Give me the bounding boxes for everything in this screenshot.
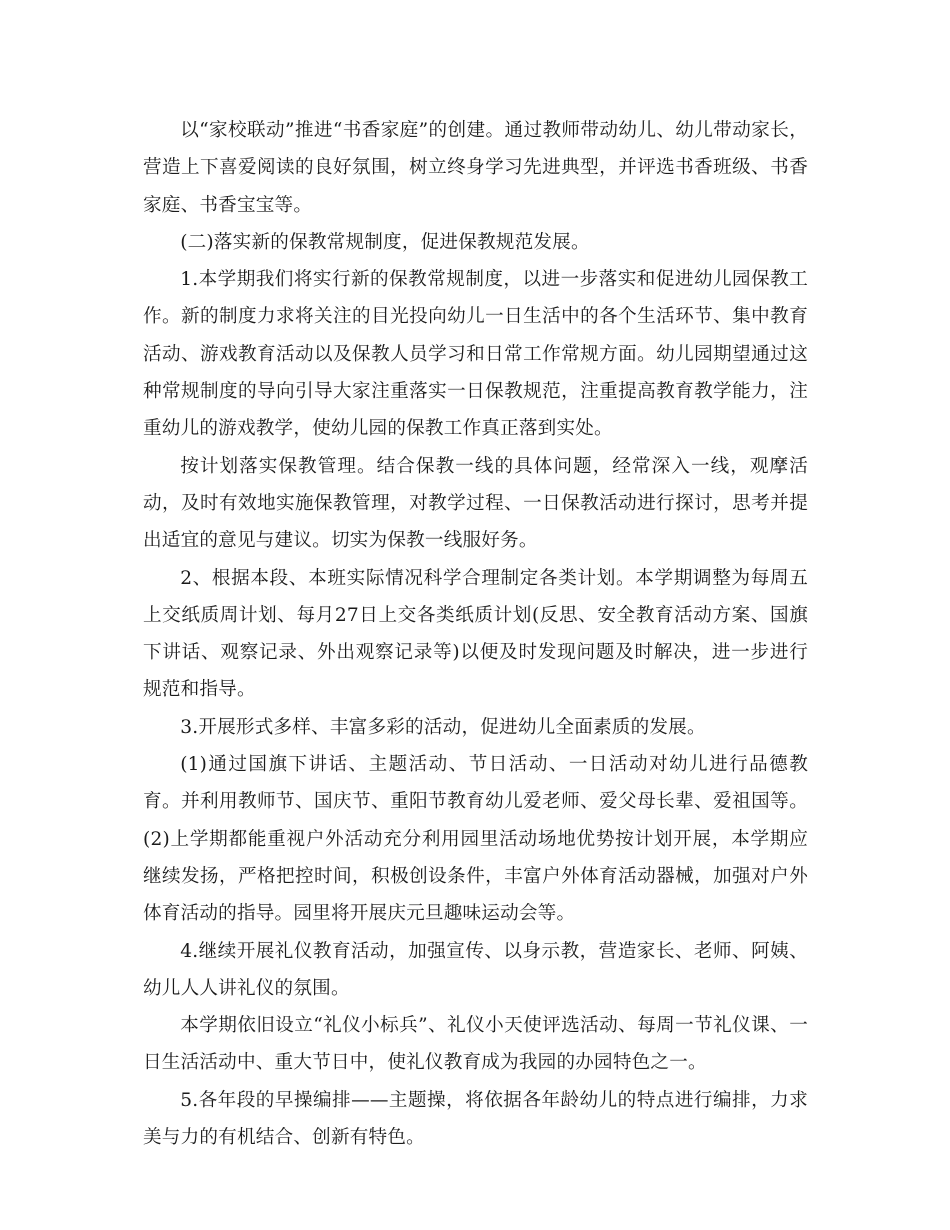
paragraph-item-2-plans: 2、根据本段、本班实际情况科学合理制定各类计划。本学期调整为每周五上交纸质周计划、每月27日上交各类纸质计划(反思、安全教育活动方案、国旗下讲话、观察记录、外出观察记录等)以便及时发现问题及时解决，进一步进行规范和指导。 bbox=[143, 567, 808, 701]
paragraph-care-management: 按计划落实保教管理。结合保教一线的具体问题，经常深入一线，观摩活动，及时有效地实施保教管理，对教学过程、一日保教活动进行探讨，思考并提出适宜的意见与建议。切实为保教一线服好务。 bbox=[143, 455, 808, 552]
paragraph-item-1-care-system: 1.本学期我们将实行新的保教常规制度，以进一步落实和促进幼儿园保教工作。新的制度力求将关注的目光投向幼儿一日生活中的各个生活环节、集中教育活动、游戏教育活动以及保教人员学习和日常工作常规方面。幼儿园期望通过这种常规制度的导向引导大家注重落实一日保教规范，注重提高教育教学能力，注重幼儿的游戏教学，使幼儿园的保教工作真正落到实处。 bbox=[143, 269, 808, 440]
document-body bbox=[143, 112, 808, 1156]
paragraph-reading-families: 以“家校联动”推进“书香家庭”的创建。通过教师带动幼儿、幼儿带动家长，营造上下喜爱阅读的良好氛围，树立终身学习先进典型，并评选书香班级、书香家庭、书香宝宝等。 bbox=[143, 120, 808, 216]
paragraph-etiquette-activities: 本学期依旧设立“礼仪小标兵”、礼仪小天使评选活动、每周一节礼仪课、一日生活活动中、重大节日中，使礼仪教育成为我园的办园特色之一。 bbox=[143, 1015, 808, 1074]
paragraph-item-4-etiquette: 4.继续开展礼仪教育活动，加强宣传、以身示教，营造家长、老师、阿姨、幼儿人人讲礼仪的氛围。 bbox=[143, 940, 808, 999]
paragraph-section-2-heading: (二)落实新的保教常规制度，促进保教规范发展。 bbox=[180, 231, 590, 253]
paragraph-item-3-activities: 3.开展形式多样、丰富多彩的活动，促进幼儿全面素质的发展。 bbox=[180, 716, 706, 738]
paragraph-item-5-morning-exercise: 5.各年段的早操编排——主题操，将依据各年龄幼儿的特点进行编排，力求美与力的有机结合、创新有特色。 bbox=[143, 1089, 808, 1149]
paragraph-moral-education: (1)通过国旗下讲话、主题活动、节日活动、一日活动对幼儿进行品德教育。并利用教师节、国庆节、重阳节教育幼儿爱老师、爱父母长辈、爱祖国等。(2)上学期都能重视户外活动充分利用园里活动场地优势按计划开展，本学期应继续发扬，严格把控时间，积极创设条件，丰富户外体育活动器械，加强对户外体育活动的指导。园里将开展庆元旦趣味运动会等。 bbox=[143, 754, 808, 925]
